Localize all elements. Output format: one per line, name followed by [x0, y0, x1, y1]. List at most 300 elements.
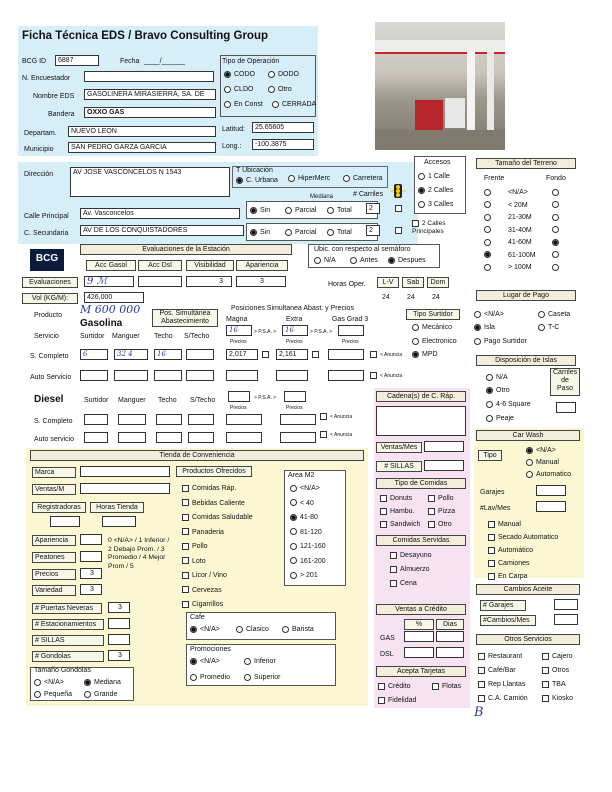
extra-as-precio[interactable] — [276, 370, 308, 381]
tienda-sillas-field[interactable] — [108, 634, 130, 645]
fondo-option-3[interactable] — [552, 226, 562, 235]
accesos-2[interactable] — [418, 186, 453, 195]
comida-otro[interactable] — [428, 520, 452, 529]
carwash-na[interactable] — [526, 446, 556, 455]
fondo-option-1[interactable] — [552, 201, 562, 210]
checkbox-icon — [488, 534, 495, 541]
promo-na[interactable] — [190, 657, 220, 666]
gas-sc-stecho[interactable] — [186, 349, 214, 360]
radio-icon — [327, 229, 334, 236]
op-dodo[interactable] — [268, 70, 299, 79]
radio-icon — [552, 226, 559, 233]
vol-field[interactable]: 426,000 — [84, 292, 144, 303]
gas-auto-servicio-label: Auto Servicio — [30, 374, 72, 381]
gas-sc-surtidor[interactable]: 6 — [80, 349, 108, 360]
mediana2-total[interactable] — [327, 228, 352, 237]
carriles-paso-field[interactable] — [556, 402, 576, 413]
bcg-id-field[interactable]: 6887 — [55, 55, 99, 66]
eval-apariencia-field[interactable]: 3 — [236, 276, 286, 287]
comida-sandwich[interactable] — [380, 520, 420, 529]
ubic-hipermerc[interactable] — [288, 174, 330, 183]
carwash-auto[interactable] — [526, 470, 571, 479]
radio-icon — [484, 201, 491, 208]
fondo-option-0[interactable] — [552, 188, 562, 197]
area-option-0[interactable] — [290, 484, 320, 493]
credito-dias-label: Dias — [436, 619, 464, 630]
area-option-4-label: 121-160 — [300, 543, 326, 550]
horas-lv-field[interactable]: 24 — [382, 294, 390, 301]
otros-item-1[interactable] — [542, 652, 573, 661]
producto-0[interactable] — [182, 484, 236, 493]
promo-superior-label: Superior — [254, 674, 281, 681]
frente-option-4[interactable] — [484, 238, 494, 247]
op-cldo[interactable] — [224, 85, 253, 94]
credito-gas-pct[interactable] — [404, 631, 434, 642]
gondola-na[interactable] — [34, 678, 64, 687]
otros-item-4[interactable] — [478, 680, 525, 689]
radio-icon — [418, 201, 425, 208]
fondo-option-5[interactable] — [552, 251, 562, 260]
otros-item-0[interactable] — [478, 652, 522, 661]
gas-as-techo[interactable] — [154, 370, 182, 381]
ubic-carretera-label: Carretera — [353, 175, 383, 182]
magna-precio-field[interactable]: 2,017 — [226, 349, 258, 360]
carriles-check-2[interactable] — [395, 226, 405, 235]
radio-icon — [538, 324, 545, 331]
dsl-pos-field-2[interactable] — [284, 391, 306, 402]
apariencia-field[interactable] — [80, 534, 102, 545]
producto-label: Producto — [34, 312, 63, 319]
fondo-option-6[interactable] — [552, 263, 562, 272]
surtidor-mpd-label: MPD — [422, 351, 438, 358]
producto-8[interactable] — [182, 600, 223, 609]
dos-calles-principales[interactable] — [412, 220, 470, 236]
semaforo-na-label: N/A — [324, 257, 336, 264]
tarjeta-credito[interactable] — [378, 682, 411, 691]
municipio-field[interactable]: SAN PEDRO GARZA GARCIA — [68, 142, 216, 153]
radio-icon — [290, 485, 297, 492]
dsl-precios-2: Precios — [286, 405, 303, 411]
comida-pollo[interactable] — [428, 494, 454, 503]
radio-icon — [34, 691, 41, 698]
otros-item-7[interactable] — [542, 694, 573, 703]
frente-option-5[interactable] — [484, 251, 494, 260]
vol-handwritten: M 600 000 — [80, 303, 141, 316]
cw-manual-label: Manual — [498, 521, 521, 528]
otros-item-5[interactable] — [542, 680, 566, 689]
op-otro[interactable] — [268, 85, 292, 94]
precios-field[interactable]: 3 — [80, 568, 102, 579]
semaforo-antes[interactable] — [350, 256, 378, 265]
pago-na-label: <N/A> — [484, 311, 504, 318]
radio-icon — [290, 572, 297, 579]
gondola-pequena[interactable] — [34, 690, 72, 699]
otros-item-5-label: TBA — [552, 681, 566, 688]
area-option-6-label: > 201 — [300, 572, 318, 579]
cw-secado[interactable] — [488, 533, 558, 542]
producto-3[interactable] — [182, 528, 224, 537]
depto-field[interactable]: NUEVO LEON — [68, 126, 216, 137]
accesos-2-label: 2 Calles — [428, 187, 454, 194]
radio-icon — [552, 239, 559, 246]
semaforo-despues[interactable] — [388, 256, 426, 265]
eval-acc-gasol-field[interactable]: 9 ℳ — [84, 276, 134, 287]
surtidor-electronico[interactable] — [412, 337, 457, 346]
fondo-option-4[interactable] — [552, 238, 562, 247]
pago-isla-label: Isla — [484, 324, 495, 331]
eval-acc-dsl-field[interactable] — [138, 276, 182, 287]
cafe-na[interactable] — [190, 625, 220, 634]
gasolina-title: Gasolina — [80, 318, 123, 329]
frente-option-0[interactable] — [484, 188, 494, 197]
comida-donuts[interactable] — [380, 494, 412, 503]
radio-icon — [244, 674, 251, 681]
producto-6[interactable] — [182, 571, 227, 580]
eval-acc-gasol-header: Acc Gasol — [86, 260, 136, 271]
gas-sc-techo[interactable]: 16 — [154, 349, 182, 360]
mediana1-parcial[interactable] — [285, 206, 316, 215]
dsl-auto-servicio-label: Auto servicio — [34, 436, 75, 443]
cambios-garajes-field[interactable] — [554, 599, 578, 610]
islas-square[interactable] — [486, 400, 531, 409]
area-option-3-label: 81-120 — [300, 528, 322, 536]
frente-option-2[interactable] — [484, 213, 494, 222]
magna-as-precio[interactable] — [226, 370, 258, 381]
checkbox-icon — [380, 521, 387, 528]
calle-principal-field[interactable]: Av. Vasconcelos — [80, 208, 240, 219]
surtidor-mpd[interactable] — [412, 350, 438, 359]
checkbox-icon — [478, 695, 485, 702]
otros-item-2[interactable] — [478, 666, 516, 675]
checkbox-icon — [380, 495, 387, 502]
cw-carpa[interactable] — [488, 572, 528, 581]
checkbox-icon — [378, 683, 385, 690]
radio-icon — [268, 71, 275, 78]
cw-manual[interactable] — [488, 520, 521, 529]
radio-icon — [474, 324, 481, 331]
dsl-as-precio-1[interactable] — [226, 432, 262, 443]
municipio-label: Municipio — [24, 146, 54, 153]
terreno-option-label-4: 41-60M — [508, 239, 532, 246]
registradoras-field[interactable] — [50, 516, 80, 527]
extra-precio-field[interactable]: 2,161 — [276, 349, 308, 360]
magna-label: Magna — [226, 316, 248, 323]
comida-hambu[interactable] — [380, 507, 415, 516]
pago-caseta[interactable] — [538, 310, 570, 319]
mediana2-parcial[interactable] — [285, 228, 316, 237]
area-option-6[interactable] — [290, 571, 318, 580]
latitud-field[interactable]: 25.65605 — [252, 122, 314, 133]
eval-visibilidad-field[interactable]: 3 — [186, 276, 232, 287]
carwash-garajes-label: Garajes — [480, 489, 505, 496]
checkbox-icon — [390, 580, 397, 587]
area-option-1-label: < 40 — [300, 499, 314, 507]
checkbox-icon — [478, 667, 485, 674]
dsl-sc-techo[interactable] — [156, 414, 182, 425]
horas-tienda-field[interactable] — [102, 516, 136, 527]
gas-as-surtidor[interactable] — [80, 370, 108, 381]
terreno-option-label-1: < 20M — [508, 201, 528, 209]
promo-inferior[interactable] — [244, 657, 276, 666]
ubic-carretera[interactable] — [343, 174, 383, 183]
tarjeta-credito-label: Crédito — [388, 683, 411, 690]
pago-isla[interactable] — [474, 323, 495, 332]
mediana1-total[interactable] — [327, 206, 352, 215]
bandera-field[interactable]: OXXO GAS — [84, 107, 216, 118]
surtidor-mecanico[interactable] — [412, 323, 452, 332]
producto-2[interactable] — [182, 513, 253, 522]
gas-sc-manguer[interactable]: 32 4 — [114, 349, 148, 360]
carwash-lav-field[interactable] — [536, 501, 566, 512]
hand-mark: B — [474, 705, 484, 720]
terreno-option-label-0: <N/A> — [508, 189, 528, 196]
horas-sab-field[interactable]: 24 — [407, 294, 415, 301]
radio-icon — [412, 351, 419, 358]
fecha-field[interactable]: ____/______ — [144, 58, 185, 65]
checkbox-icon — [542, 681, 549, 688]
tarjeta-flotas[interactable] — [432, 682, 461, 691]
radio-icon — [526, 447, 533, 454]
radio-icon — [290, 557, 297, 564]
radio-icon — [418, 187, 425, 194]
gondola-grande[interactable] — [84, 690, 117, 699]
tipo-operacion-label: Tipo de Operación — [222, 58, 280, 65]
checkbox-icon — [182, 557, 189, 564]
carriles-check-1[interactable] — [395, 204, 405, 213]
longitud-field[interactable]: -100.3875 — [252, 139, 314, 150]
scale-text: 0 <N/A> / 1 Inferior / 2 Debajo Prom. / 3 Promedio / 4 Mejor Prom / 5 — [108, 537, 170, 570]
dsl-anuncia-1[interactable] — [320, 413, 352, 422]
semaforo-na[interactable] — [314, 256, 336, 265]
credito-dsl-pct[interactable] — [404, 647, 434, 658]
radio-icon — [388, 257, 395, 264]
marca-field[interactable] — [80, 466, 170, 477]
islas-peaje[interactable] — [486, 414, 514, 423]
extra-precio-check[interactable] — [312, 350, 322, 359]
checkbox-icon — [542, 653, 549, 660]
cafe-clasico[interactable] — [236, 625, 269, 634]
carwash-manual-label: Manual — [536, 459, 559, 466]
direccion-label: Dirección — [24, 171, 54, 178]
evaluaciones-title: Evaluaciones de la Estación — [80, 244, 292, 255]
encuestador-field[interactable] — [84, 71, 214, 82]
area-option-3[interactable] — [290, 528, 322, 537]
dsl-sc-precio-1[interactable] — [226, 414, 262, 425]
area-option-4[interactable] — [290, 542, 326, 551]
puertas-field[interactable]: 3 — [108, 602, 130, 613]
gas-col-manguer: Manguer — [112, 333, 140, 340]
producto-5[interactable] — [182, 557, 206, 566]
dsl-sc-precio-2[interactable] — [280, 414, 316, 425]
dsl-anuncia-2-label: < Anuncia — [330, 432, 353, 438]
area-option-5[interactable] — [290, 557, 326, 566]
carriles-paso-label: Carriles de Paso — [550, 368, 580, 396]
tarjetas-title: Acepta Tarjetas — [376, 666, 466, 677]
radio-icon — [484, 189, 491, 196]
terreno-option-label-6: > 100M — [508, 264, 532, 271]
magna-precio-check[interactable] — [262, 350, 272, 359]
extra-pos-field[interactable]: 16 — [282, 325, 308, 336]
gas-s-completo-label: S. Completo — [30, 353, 69, 360]
dsl-pos-field-1[interactable] — [228, 391, 250, 402]
producto-1[interactable] — [182, 499, 245, 508]
ubic-urbana-label: C. Urbana — [246, 177, 278, 184]
mediana2-sin[interactable] — [250, 228, 270, 237]
cw-automatico-label: Automático — [498, 547, 534, 554]
promo-promedio-label: Promedio — [200, 674, 230, 681]
radio-icon — [84, 679, 91, 686]
producto-7[interactable] — [182, 586, 222, 595]
dsl-sc-manguer[interactable] — [118, 414, 146, 425]
promo-na-label: <N/A> — [200, 658, 220, 665]
mediana1-sin[interactable] — [250, 206, 270, 215]
registradoras-label: Registradoras — [32, 502, 86, 513]
islas-otro[interactable] — [486, 386, 510, 395]
vol-label: Vol (KG/M): — [22, 293, 78, 304]
magna-precios-label: Precios — [230, 339, 247, 345]
promo-superior[interactable] — [244, 673, 280, 682]
direccion-field[interactable]: AV JOSE VASCONCELOS N 1543 — [70, 167, 230, 197]
pago-tc-label: T-C — [548, 324, 560, 331]
checkbox-icon — [488, 547, 495, 554]
producto-2-label: Comidas Saludable — [192, 514, 253, 521]
cambios-mes-field[interactable] — [554, 614, 578, 625]
carwash-garajes-field[interactable] — [536, 485, 566, 496]
pago-na[interactable] — [474, 310, 504, 319]
checkbox-icon — [182, 514, 189, 521]
gas-col-techo: Techo — [154, 333, 173, 340]
mediana-label: Mediana — [310, 194, 334, 200]
op-en-const[interactable] — [224, 100, 263, 109]
dsl-as-surtidor[interactable] — [84, 432, 108, 443]
islas-peaje-label: Peaje — [496, 415, 514, 422]
otros-item-6[interactable] — [478, 694, 528, 703]
semaforo-despues-label: Despues — [398, 257, 426, 264]
cw-camiones[interactable] — [488, 559, 530, 568]
radio-icon — [484, 239, 491, 246]
gas-as-anuncia[interactable] — [370, 372, 402, 381]
ventas-mes-label: Ventas/Mes — [376, 442, 422, 453]
peatones-field[interactable] — [80, 551, 102, 562]
fondo-option-2[interactable] — [552, 213, 562, 222]
dsl-col-manguer: Manguer — [118, 397, 146, 404]
area-option-1[interactable] — [290, 499, 314, 508]
nombre-eds-field[interactable]: GASOLINERA MIRASIERRA, SA. DE — [84, 89, 216, 100]
producto-4[interactable] — [182, 542, 208, 551]
magna-pos-field[interactable]: 16 — [226, 325, 252, 336]
variedad-field[interactable]: 3 — [80, 584, 102, 595]
comida-otro-label: Otro — [438, 521, 452, 528]
dsl-sc-surtidor[interactable] — [84, 414, 108, 425]
checkbox-icon — [380, 508, 387, 515]
radio-icon — [290, 543, 297, 550]
promociones-title: Promociones — [190, 646, 231, 653]
pago-surtidor[interactable] — [474, 337, 527, 346]
dsl-as-techo[interactable] — [156, 432, 182, 443]
radio-icon — [484, 226, 491, 233]
tipo-surtidor-title: Tipo Surtidor — [406, 309, 460, 320]
carriles-field-1[interactable]: 2 — [366, 203, 380, 214]
ubic-urbana[interactable] — [236, 176, 278, 185]
accesos-3[interactable] — [418, 200, 453, 209]
horas-lv-header: L-V — [377, 277, 399, 288]
ventas-mes-field[interactable] — [424, 441, 464, 452]
dsl-anuncia-2[interactable] — [320, 431, 352, 440]
servida-cena[interactable] — [390, 579, 417, 588]
gas-as-manguer[interactable] — [114, 370, 148, 381]
accesos-1[interactable] — [418, 172, 450, 181]
frente-option-3[interactable] — [484, 226, 494, 235]
cafe-barista[interactable] — [282, 625, 314, 634]
radio-icon — [350, 257, 357, 264]
pago-tc[interactable] — [538, 323, 559, 332]
horas-dom-field[interactable]: 24 — [432, 294, 440, 301]
op-codo[interactable] — [224, 70, 255, 79]
frente-option-1[interactable] — [484, 201, 494, 210]
producto-8-label: Cigarrillos — [192, 601, 224, 608]
servida-almuerzo[interactable] — [390, 565, 430, 574]
gas-as-stecho[interactable] — [186, 370, 214, 381]
islas-na[interactable] — [486, 373, 508, 382]
gas-anuncia-label: < Anuncia — [380, 352, 403, 358]
radio-icon — [34, 679, 41, 686]
checkbox-icon — [478, 681, 485, 688]
tarjeta-fidelidad[interactable] — [378, 696, 416, 705]
dsl-as-precio-2[interactable] — [280, 432, 316, 443]
ventas-m-field[interactable] — [80, 483, 170, 494]
gas-anuncia[interactable] — [370, 351, 402, 360]
gondolas-field[interactable]: 3 — [108, 650, 130, 661]
estacionamientos-label: # Estacionamientos — [32, 619, 104, 630]
frente-option-6[interactable] — [484, 263, 494, 272]
radio-icon — [538, 311, 545, 318]
cadena-sillas-label: # SILLAS — [376, 461, 422, 472]
dsl-as-stecho[interactable] — [188, 432, 214, 443]
credito-gas-dias[interactable] — [436, 631, 464, 642]
gondola-mediana[interactable] — [84, 678, 121, 687]
radio-icon — [526, 459, 533, 466]
cadena-field[interactable] — [376, 406, 466, 436]
servida-desayuno[interactable] — [390, 551, 432, 560]
gasgrad-as-precio[interactable] — [328, 370, 364, 381]
credito-pct-label: % — [404, 619, 434, 630]
checkbox-icon — [428, 495, 435, 502]
c-secundaria-field[interactable]: AV DE LOS CONQUISTADORES — [80, 225, 244, 236]
comida-pizza[interactable] — [428, 507, 455, 516]
gasgrad-precio-field[interactable] — [328, 349, 364, 360]
cadena-sillas-field[interactable] — [424, 460, 464, 471]
radio-icon — [236, 177, 243, 184]
radio-icon — [190, 626, 197, 633]
dsl-sc-stecho[interactable] — [188, 414, 214, 425]
gasgrad-pos-field[interactable] — [338, 325, 364, 336]
calle-principal-label: Calle Principal — [24, 213, 69, 220]
estacionamientos-field[interactable] — [108, 618, 130, 629]
radio-icon — [474, 311, 481, 318]
credito-dsl-label: DSL — [380, 651, 394, 658]
carriles-field-2[interactable]: 2 — [366, 225, 380, 236]
cw-automatico[interactable] — [488, 546, 533, 555]
credito-dsl-dias[interactable] — [436, 647, 464, 658]
carwash-manual[interactable] — [526, 458, 559, 467]
apariencia-label: Apariencia — [32, 535, 76, 546]
dsl-as-manguer[interactable] — [118, 432, 146, 443]
op-cerrada[interactable] — [272, 100, 316, 109]
area-option-2[interactable] — [290, 513, 318, 522]
promo-promedio[interactable] — [190, 673, 230, 682]
cafe-barista-label: Barista — [292, 626, 314, 633]
otros-item-3[interactable] — [542, 666, 569, 675]
